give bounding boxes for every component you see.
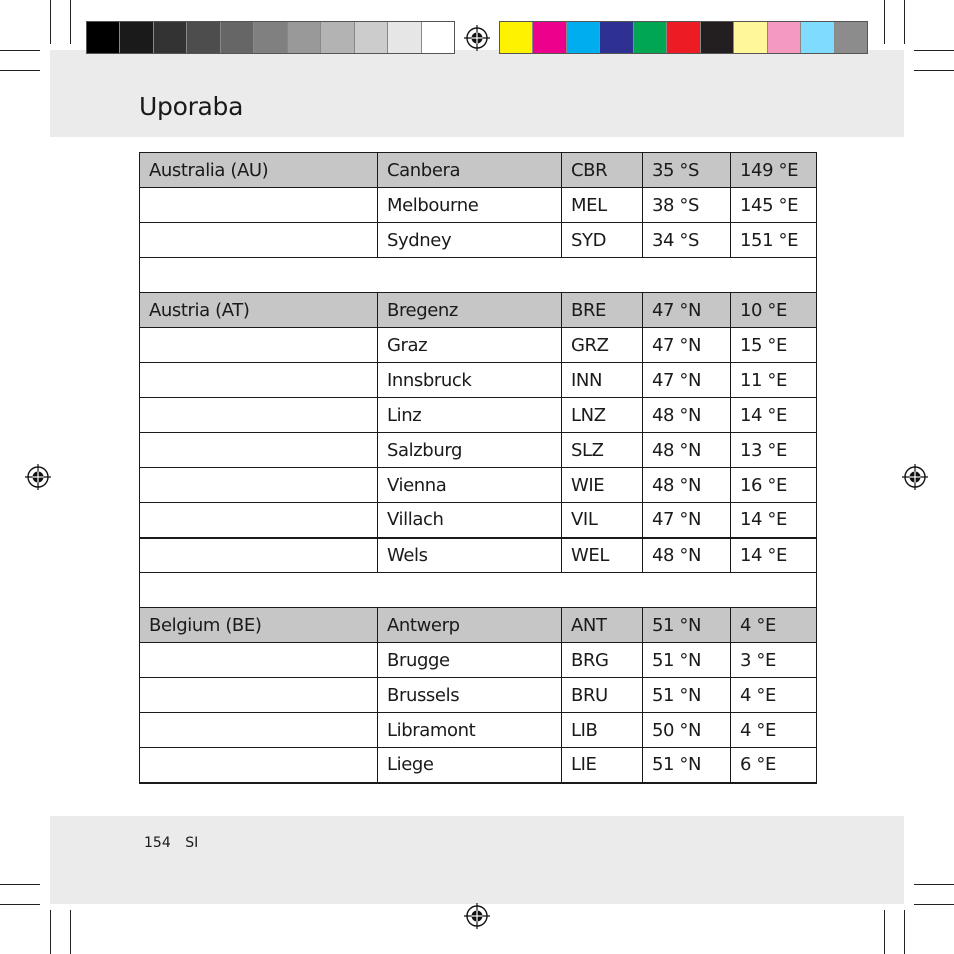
calibration-swatch bbox=[533, 22, 566, 53]
calibration-swatch bbox=[634, 22, 667, 53]
longitude-cell: 14 °E bbox=[731, 398, 817, 433]
code-cell: LNZ bbox=[562, 398, 643, 433]
country-cell bbox=[140, 643, 378, 678]
table-row bbox=[140, 363, 817, 398]
country-cell bbox=[140, 713, 378, 748]
table-row bbox=[140, 503, 817, 538]
crop-mark bbox=[0, 904, 40, 905]
country-cell: Belgium (BE) bbox=[140, 608, 378, 643]
crop-mark bbox=[70, 0, 71, 44]
calibration-swatch bbox=[254, 22, 287, 53]
calibration-swatch bbox=[701, 22, 734, 53]
city-cell: Liege bbox=[378, 748, 562, 783]
crop-mark bbox=[884, 910, 885, 954]
calibration-swatch bbox=[221, 22, 254, 53]
code-cell: LIB bbox=[562, 713, 643, 748]
table-row bbox=[140, 678, 817, 713]
table-row bbox=[140, 713, 817, 748]
code-cell: BRE bbox=[562, 293, 643, 328]
registration-mark-icon bbox=[25, 464, 51, 490]
country-cell bbox=[140, 678, 378, 713]
country-cell bbox=[140, 503, 378, 538]
calibration-swatch bbox=[288, 22, 321, 53]
calibration-swatch bbox=[768, 22, 801, 53]
city-cell: Villach bbox=[378, 503, 562, 538]
calibration-swatch bbox=[667, 22, 700, 53]
location-table bbox=[139, 152, 817, 784]
longitude-cell: 4 °E bbox=[731, 713, 817, 748]
calibration-swatch bbox=[388, 22, 421, 53]
table-section-header-row bbox=[140, 153, 817, 188]
crop-mark bbox=[914, 50, 954, 51]
longitude-cell: 13 °E bbox=[731, 433, 817, 468]
latitude-cell: 48 °N bbox=[643, 398, 731, 433]
longitude-cell: 14 °E bbox=[731, 503, 817, 538]
latitude-cell: 38 °S bbox=[643, 188, 731, 223]
table-row bbox=[140, 538, 817, 573]
crop-mark bbox=[0, 70, 40, 71]
latitude-cell: 51 °N bbox=[643, 678, 731, 713]
crop-mark bbox=[50, 910, 51, 954]
code-cell: WIE bbox=[562, 468, 643, 503]
country-cell bbox=[140, 188, 378, 223]
city-cell: Libramont bbox=[378, 713, 562, 748]
country-cell bbox=[140, 223, 378, 258]
table-spacer-row bbox=[140, 573, 817, 608]
city-cell: Sydney bbox=[378, 223, 562, 258]
calibration-swatch bbox=[355, 22, 388, 53]
page-footer bbox=[144, 835, 198, 851]
longitude-cell: 14 °E bbox=[731, 538, 817, 573]
crop-mark bbox=[914, 70, 954, 71]
latitude-cell: 48 °N bbox=[643, 538, 731, 573]
table-section-header-row bbox=[140, 293, 817, 328]
city-cell: Canbera bbox=[378, 153, 562, 188]
calibration-swatch bbox=[835, 22, 867, 53]
country-cell: Austria (AT) bbox=[140, 293, 378, 328]
calibration-swatch bbox=[154, 22, 187, 53]
registration-mark-icon bbox=[464, 25, 490, 51]
spacer-cell bbox=[140, 573, 817, 608]
table-spacer-row bbox=[140, 258, 817, 293]
calibration-swatch bbox=[500, 22, 533, 53]
code-cell: LIE bbox=[562, 748, 643, 783]
crop-mark bbox=[914, 884, 954, 885]
code-cell: GRZ bbox=[562, 328, 643, 363]
code-cell: SLZ bbox=[562, 433, 643, 468]
code-cell: SYD bbox=[562, 223, 643, 258]
table-section-header-row bbox=[140, 608, 817, 643]
city-cell: Bregenz bbox=[378, 293, 562, 328]
crop-mark bbox=[0, 884, 40, 885]
code-cell: BRU bbox=[562, 678, 643, 713]
crop-mark bbox=[70, 910, 71, 954]
calibration-swatch bbox=[187, 22, 220, 53]
latitude-cell: 48 °N bbox=[643, 468, 731, 503]
city-cell: Graz bbox=[378, 328, 562, 363]
table-row bbox=[140, 188, 817, 223]
page-number: 154 bbox=[144, 835, 171, 851]
latitude-cell: 51 °N bbox=[643, 643, 731, 678]
footer-band bbox=[50, 816, 904, 904]
longitude-cell: 11 °E bbox=[731, 363, 817, 398]
calibration-swatch bbox=[422, 22, 454, 53]
country-cell bbox=[140, 468, 378, 503]
latitude-cell: 47 °N bbox=[643, 293, 731, 328]
latitude-cell: 51 °N bbox=[643, 748, 731, 783]
city-cell: Brugge bbox=[378, 643, 562, 678]
color-calibration-bar bbox=[499, 21, 868, 54]
longitude-cell: 145 °E bbox=[731, 188, 817, 223]
longitude-cell: 4 °E bbox=[731, 608, 817, 643]
city-cell: Wels bbox=[378, 538, 562, 573]
code-cell: BRG bbox=[562, 643, 643, 678]
calibration-swatch bbox=[801, 22, 834, 53]
latitude-cell: 34 °S bbox=[643, 223, 731, 258]
longitude-cell: 4 °E bbox=[731, 678, 817, 713]
longitude-cell: 15 °E bbox=[731, 328, 817, 363]
longitude-cell: 10 °E bbox=[731, 293, 817, 328]
calibration-swatch bbox=[87, 22, 120, 53]
crop-mark bbox=[50, 0, 51, 44]
latitude-cell: 47 °N bbox=[643, 503, 731, 538]
calibration-swatch bbox=[120, 22, 153, 53]
city-cell: Melbourne bbox=[378, 188, 562, 223]
longitude-cell: 16 °E bbox=[731, 468, 817, 503]
table-row bbox=[140, 398, 817, 433]
crop-mark bbox=[0, 50, 40, 51]
latitude-cell: 51 °N bbox=[643, 608, 731, 643]
country-cell bbox=[140, 328, 378, 363]
calibration-swatch bbox=[734, 22, 767, 53]
calibration-swatch bbox=[567, 22, 600, 53]
city-cell: Linz bbox=[378, 398, 562, 433]
table-row bbox=[140, 643, 817, 678]
spacer-cell bbox=[140, 258, 817, 293]
registration-mark-icon bbox=[902, 464, 928, 490]
longitude-cell: 3 °E bbox=[731, 643, 817, 678]
table-row bbox=[140, 328, 817, 363]
crop-mark bbox=[884, 0, 885, 44]
registration-mark-icon bbox=[464, 903, 490, 929]
code-cell: MEL bbox=[562, 188, 643, 223]
code-cell: VIL bbox=[562, 503, 643, 538]
code-cell: INN bbox=[562, 363, 643, 398]
country-cell bbox=[140, 748, 378, 783]
table-row bbox=[140, 223, 817, 258]
city-cell: Innsbruck bbox=[378, 363, 562, 398]
longitude-cell: 6 °E bbox=[731, 748, 817, 783]
code-cell: CBR bbox=[562, 153, 643, 188]
calibration-swatch bbox=[321, 22, 354, 53]
code-cell: ANT bbox=[562, 608, 643, 643]
city-cell: Salzburg bbox=[378, 433, 562, 468]
latitude-cell: 47 °N bbox=[643, 363, 731, 398]
latitude-cell: 35 °S bbox=[643, 153, 731, 188]
calibration-swatch bbox=[600, 22, 633, 53]
country-cell bbox=[140, 538, 378, 573]
city-cell: Brussels bbox=[378, 678, 562, 713]
latitude-cell: 47 °N bbox=[643, 328, 731, 363]
longitude-cell: 149 °E bbox=[731, 153, 817, 188]
gray-calibration-bar bbox=[86, 21, 455, 54]
city-cell: Vienna bbox=[378, 468, 562, 503]
page-title: Uporaba bbox=[139, 92, 244, 121]
latitude-cell: 50 °N bbox=[643, 713, 731, 748]
table-row bbox=[140, 748, 817, 783]
city-cell: Antwerp bbox=[378, 608, 562, 643]
country-cell bbox=[140, 398, 378, 433]
table-row bbox=[140, 433, 817, 468]
language-code: SI bbox=[185, 835, 199, 851]
country-cell: Australia (AU) bbox=[140, 153, 378, 188]
latitude-cell: 48 °N bbox=[643, 433, 731, 468]
crop-mark bbox=[914, 904, 954, 905]
country-cell bbox=[140, 433, 378, 468]
country-cell bbox=[140, 363, 378, 398]
crop-mark bbox=[904, 0, 905, 44]
table-row bbox=[140, 468, 817, 503]
longitude-cell: 151 °E bbox=[731, 223, 817, 258]
code-cell: WEL bbox=[562, 538, 643, 573]
crop-mark bbox=[904, 910, 905, 954]
